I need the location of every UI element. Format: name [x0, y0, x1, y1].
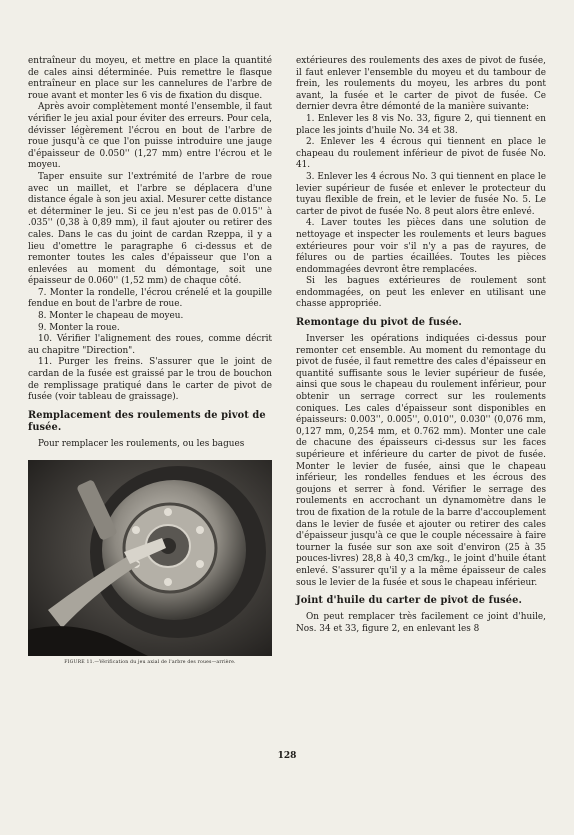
step-9: 9. Monter la roue. [38, 322, 120, 333]
step-10: 10. Vérifier l'alignement des roues, comme décrit au chapitre "Direction". [28, 334, 272, 356]
step-7: 7. Monter la rondelle, l'écrou crénelé et la goupille fendue en bout de l'arbre de roue. [28, 287, 272, 310]
left-column [28, 56, 272, 666]
paragraph: extérieures des roulements des axes de pivot de fusée, il faut enlever l'ensemble du moyeu et du tambour de frein, les roulements du moyeu, les arbres du pont avant, la fusée et le carter de pivot de fusée. Ce dernier devra être démonté de la manière suivante: [296, 56, 546, 113]
step-8: 8. Monter le chapeau de moyeu. [38, 311, 184, 322]
figure-photo [28, 460, 272, 656]
paragraph: Taper ensuite sur l'extrémité de l'arbre de roue avec un maillet, et l'arbre se déplacera d'une distance égale à son jeu axial. Mesurer cette distance et déterminer le jeu. Si ce jeu n'est pas de 0.015'' à .035'' (0,38 à 0,89 mm), il faut ajouter ou retirer des cales. Dans le cas du joint de cardan Rzeppa, il y a lieu d'omettre le paragraphe 6 ci-dessus et de remonter toutes les cales d'épaisseur que l'on a enlevées au moment du démontage, soit une épaisseur de 0.060'' (1,52 mm) de chaque côté. [28, 171, 272, 287]
paragraph: Si les bagues extérieures de roulement sont endommagées, on peut les enlever en utilisant une chasse appropriée. [296, 276, 546, 310]
paragraph: On peut remplacer très facilement ce joint d'huile, Nos. 34 et 33, figure 2, en enlevant les 8 [296, 612, 546, 634]
wheel-hub-photo [28, 460, 272, 656]
figure-caption: FIGURE 11.—Vérification du jeu axial de l'arbre des roues—arrière. [64, 660, 236, 666]
step-4: 4. Laver toutes les pièces dans une solution de nettoyage et inspecter les roulements et leurs bagues extérieures pour voir s'il n'y a pas de rayures, de félures ou de parties écaillées. Toutes les pièces endommagées devront être remplacées. [296, 218, 546, 275]
paragraph: Après avoir complètement monté l'ensemble, il faut vérifier le jeu axial pour éviter des erreurs. Pour cela, dévisser légèrement l'écrou en bout de l'arbre de roue jusqu'à ce que l'on puisse introduire une jauge d'épaisseur de 0.050'' (1,27 mm) entre l'écrou et le moyeu. [28, 102, 272, 171]
step-1: 1. Enlever les 8 vis No. 33, figure 2, qui tiennent en place les joints d'huile No. 34 et 38. [296, 113, 546, 136]
page-number: 128 [277, 751, 297, 761]
step-11: 11. Purger les freins. S'assurer que le joint de cardan de la fusée est graissé par le trou de bouchon de remplissage pratiqué dans le carter de pivot de fusée (voir tableau de graissage). [28, 357, 272, 403]
right-column [296, 56, 546, 635]
paragraph: Pour remplacer les roulements, ou les bagues [38, 438, 245, 449]
paragraph: entraîneur du moyeu, et mettre en place la quantité de cales ainsi déterminée. Puis remettre le flasque entraîneur en place sur les cannelures de l'arbre de roue avant et monter les 6 vis de fixation du disque. [28, 56, 272, 101]
section-heading-bearing-replacement: Remplacement des roulements de pivot de fusée. [28, 409, 266, 433]
step-3: 3. Enlever les 4 écrous No. 3 qui tiennent en place le levier supérieur de fusée et enlever le protecteur du tuyau flexible de frein, et le levier de fusée No. 5. Le carter de pivot de fusée No. 8 peut alors être enlevé. [296, 171, 546, 217]
section-heading-reassembly: Remontage du pivot de fusée. [296, 317, 462, 329]
step-2: 2. Enlever les 4 écrous qui tiennent en place le chapeau du roulement inférieur de pivot de fusée No. 41. [296, 137, 546, 171]
section-heading-oil-seal: Joint d'huile du carter de pivot de fusée. [296, 595, 522, 607]
paragraph: Inverser les opérations indiquées ci-dessus pour remonter cet ensemble. Au moment du remontage du pivot de fusée, il faut remettre des cales d'épaisseur en quantité suffisante sous le levier supérieur de fusée, ainsi que sous le chapeau du roulement inférieur, pour obtenir un serrage correct sur les roulements coniques. Les cales d'épaisseur sont disponibles en épaisseurs: 0.003'', 0.005'', 0.010'', 0.030'' (0,076 mm, 0,127 mm, 0,254 mm, et 0.762 mm). Monter une cale de chacune des épaisseurs ci-dessus sur les faces supérieure et inférieure du carter de pivot de fusée. Monter le levier de fusée, ainsi que le chapeau inférieur, les rondelles fendues et les écrous des goujons et serrer à fond. Vérifier le serrage des roulements en accrochant un dynamomètre dans le trou de fixation de la rotule de la barre d'accouplement dans le levier de fusée et ajouter ou retirer des cales d'épaisseur jusqu'à ce que le couple nécessaire à faire tourner la fusée sur son axe soit d'environ (25 à 35 pouces-livres) 28,8 à 40,3 cm/kg., le joint d'huile étant enlevé. S'assurer qu'il y a la même épaisseur de cales sous le levier de la fusée et sous le chapeau inférieur. [296, 334, 546, 588]
